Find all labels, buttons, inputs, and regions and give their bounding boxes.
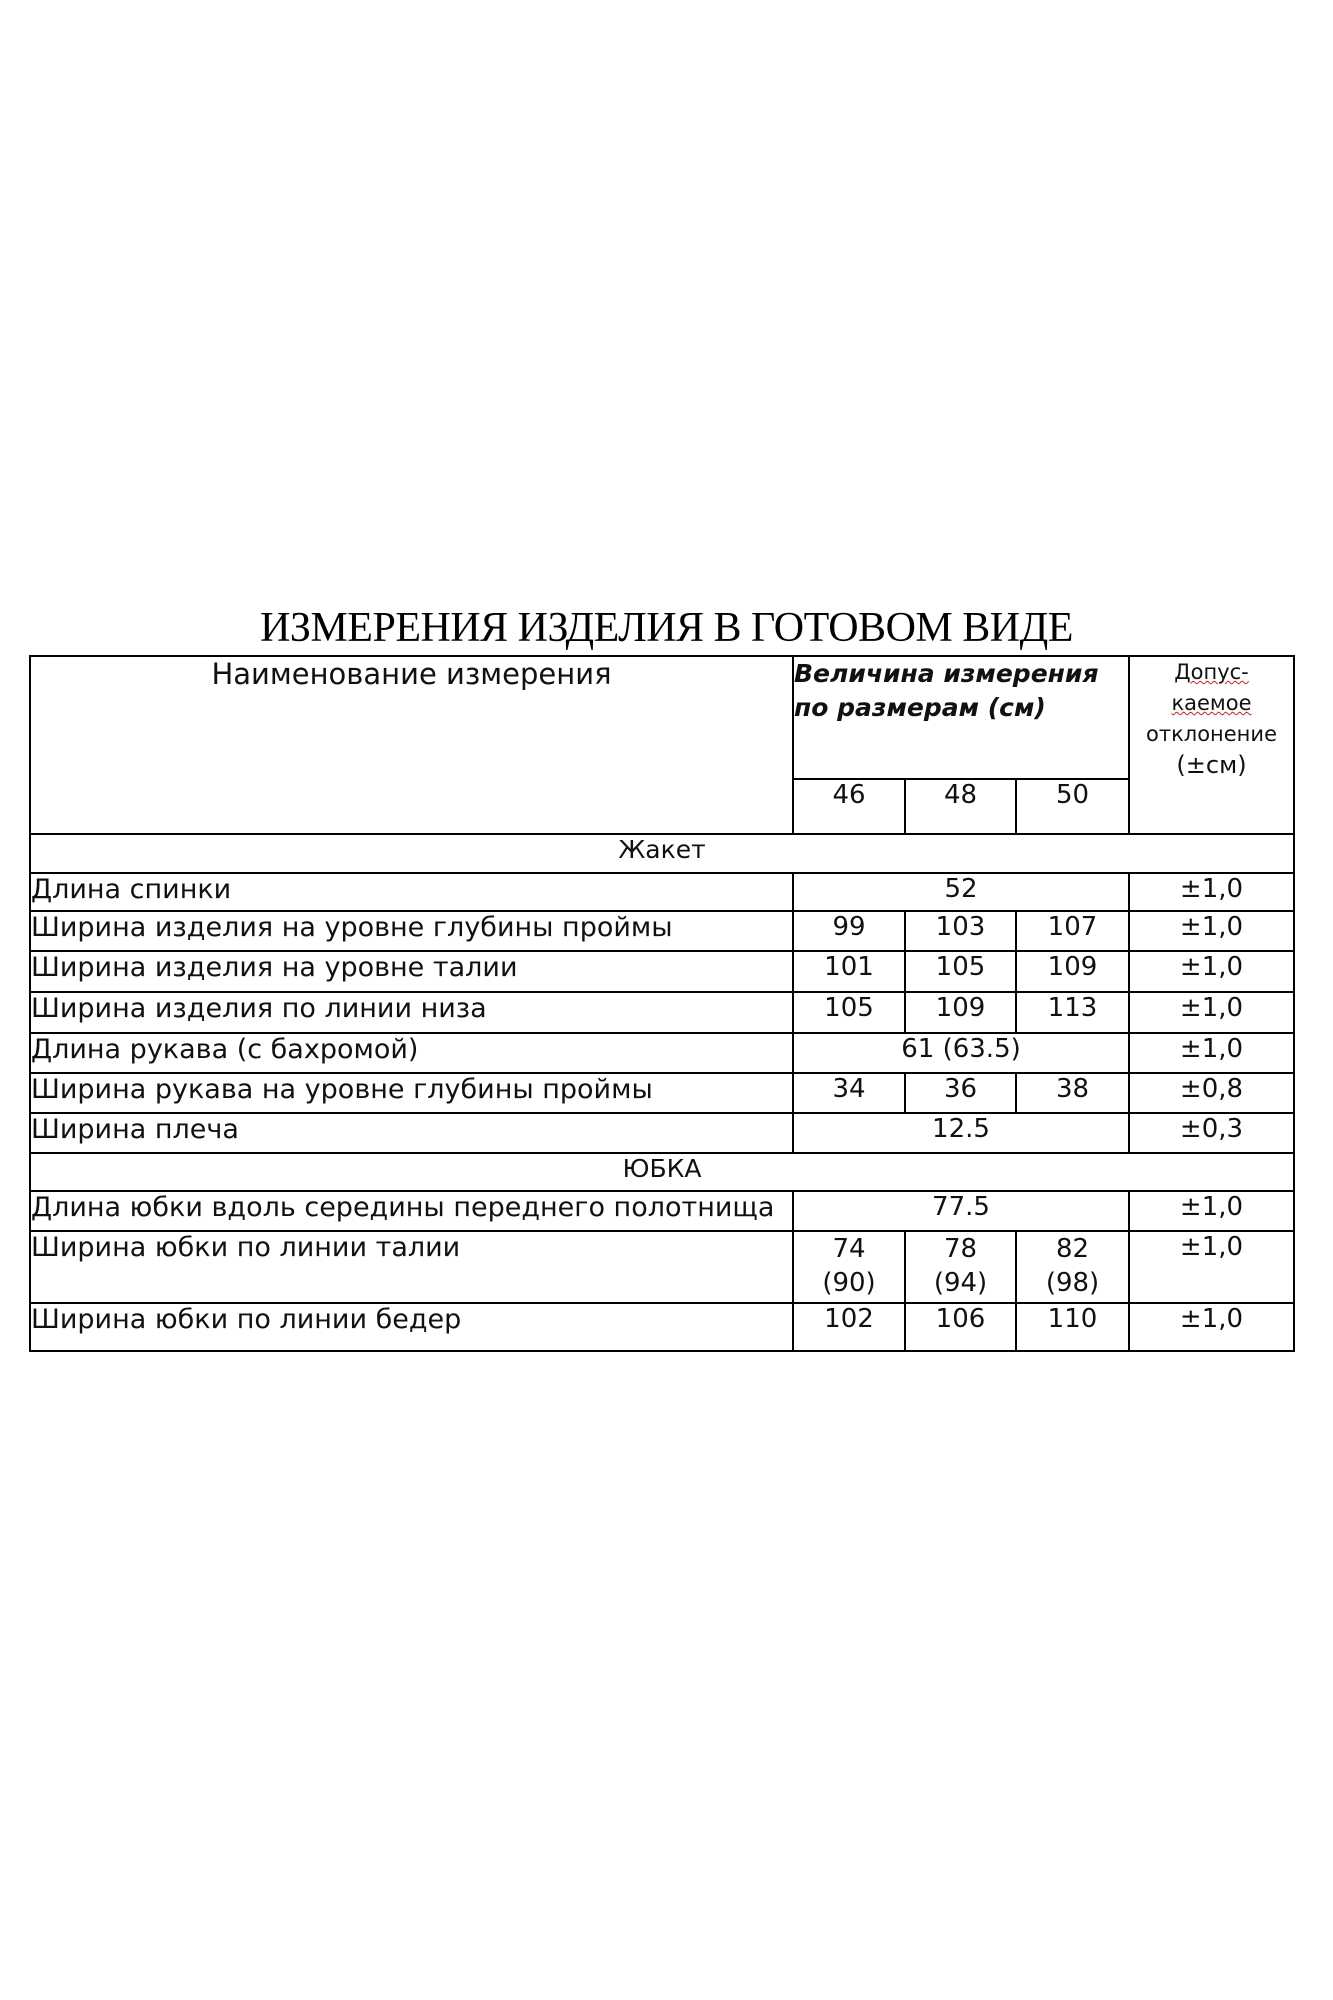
size-header-46: 46 (793, 779, 905, 834)
row-tolerance: ±0,8 (1129, 1073, 1294, 1113)
table-row (30, 992, 1294, 1033)
row-name: Длина рукава (с бахромой) (30, 1033, 793, 1073)
row-value-50: 113 (1016, 992, 1129, 1033)
row-tolerance: ±1,0 (1129, 1033, 1294, 1073)
table-row (30, 1033, 1294, 1073)
header-tolerance-line4: (±см) (1176, 751, 1247, 779)
row-value-50 (1016, 1231, 1129, 1303)
row-value-46: 101 (793, 951, 905, 992)
row-value-48: 106 (905, 1303, 1016, 1351)
table-row (30, 1113, 1294, 1153)
header-value-group: Величина измерения по размерам (см) (793, 656, 1129, 779)
row-value-50: 110 (1016, 1303, 1129, 1351)
row-merged-value: 61 (63.5) (793, 1033, 1129, 1073)
value-secondary: (98) (1045, 1268, 1100, 1298)
header-tolerance (1129, 656, 1294, 834)
row-tolerance: ±1,0 (1129, 951, 1294, 992)
row-name: Ширина рукава на уровне глубины проймы (30, 1073, 793, 1113)
table-row (30, 1303, 1294, 1351)
row-tolerance: ±1,0 (1129, 1303, 1294, 1351)
row-merged-value: 52 (793, 873, 1129, 911)
table-row (30, 1073, 1294, 1113)
row-tolerance: ±1,0 (1129, 1231, 1294, 1303)
row-value-50: 38 (1016, 1073, 1129, 1113)
row-value-50: 107 (1016, 911, 1129, 951)
row-value-46: 34 (793, 1073, 905, 1113)
value-secondary: (94) (933, 1268, 988, 1298)
value-primary: 82 (1055, 1234, 1090, 1264)
table-row (30, 1191, 1294, 1231)
header-tolerance-line3: отклонение (1146, 722, 1277, 746)
row-name: Длина юбки вдоль середины переднего полотнища (30, 1191, 793, 1231)
table-row (30, 951, 1294, 992)
row-name: Ширина изделия на уровне талии (30, 951, 793, 992)
row-value-50: 109 (1016, 951, 1129, 992)
value-primary: 74 (832, 1234, 866, 1264)
row-tolerance: ±1,0 (1129, 873, 1294, 911)
row-value-48: 103 (905, 911, 1016, 951)
row-value-46: 105 (793, 992, 905, 1033)
row-name: Ширина юбки по линии бедер (30, 1303, 793, 1351)
section-label-jacket: Жакет (30, 834, 1294, 873)
row-name: Ширина плеча (30, 1113, 793, 1153)
section-label-skirt: ЮБКА (30, 1153, 1294, 1191)
header-tolerance-line2: каемое (1171, 691, 1252, 715)
row-tolerance: ±1,0 (1129, 1191, 1294, 1231)
table-row (30, 1231, 1294, 1303)
row-merged-value: 12.5 (793, 1113, 1129, 1153)
row-value-46 (793, 1231, 905, 1303)
row-value-48: 105 (905, 951, 1016, 992)
page-title: ИЗМЕРЕНИЯ ИЗДЕЛИЯ В ГОТОВОМ ВИДЕ (260, 605, 1073, 651)
value-primary: 78 (943, 1234, 978, 1264)
size-header-48: 48 (905, 779, 1016, 834)
row-name: Длина спинки (30, 873, 793, 911)
header-name-column: Наименование измерения (30, 656, 793, 834)
row-tolerance: ±0,3 (1129, 1113, 1294, 1153)
row-value-48: 36 (905, 1073, 1016, 1113)
row-merged-value: 77.5 (793, 1191, 1129, 1231)
row-value-46: 99 (793, 911, 905, 951)
value-secondary: (90) (822, 1268, 876, 1298)
row-value-48 (905, 1231, 1016, 1303)
row-name: Ширина изделия по линии низа (30, 992, 793, 1033)
size-header-50: 50 (1016, 779, 1129, 834)
header-tolerance-line1: Допус- (1174, 660, 1249, 684)
row-name: Ширина изделия на уровне глубины проймы (30, 911, 793, 951)
table-row (30, 873, 1294, 911)
row-tolerance: ±1,0 (1129, 992, 1294, 1033)
row-tolerance: ±1,0 (1129, 911, 1294, 951)
row-value-46: 102 (793, 1303, 905, 1351)
row-name: Ширина юбки по линии талии (30, 1231, 793, 1303)
row-value-48: 109 (905, 992, 1016, 1033)
table-row (30, 911, 1294, 951)
measurements-table (29, 655, 1295, 1352)
